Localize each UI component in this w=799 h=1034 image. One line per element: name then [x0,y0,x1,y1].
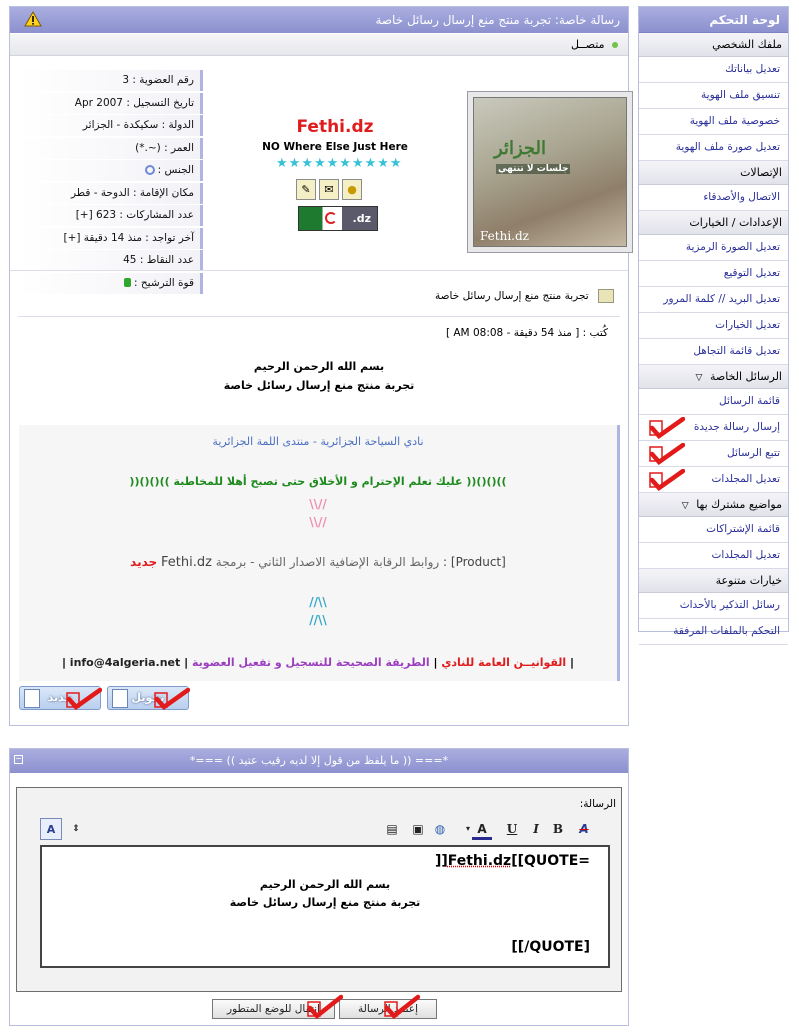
editor-quote-close: [[/QUOTE] [511,939,590,955]
rules-link[interactable]: القوانيــن العامة للنادي [441,656,567,669]
quick-reply-title: *=== (( ما يلفظ من قول إلا لديه رقيب عتيد )) ===* [189,754,449,767]
user-action-icons [296,179,362,200]
star-icon: ★ [276,156,288,171]
sidebar-item-profile-privacy[interactable]: خصوصية ملف الهوية [639,109,788,135]
post-count[interactable]: عدد المشاركات : 623 [+] [18,205,203,226]
male-gender-icon [145,165,155,175]
collapse-icon[interactable]: − [15,754,22,763]
email-icon[interactable]: ✉ [319,179,339,200]
medal-icon[interactable]: ● [342,179,362,200]
member-info [18,70,203,295]
avatar-image [473,97,627,247]
checkmark-icon [307,994,343,1020]
editor-quote-open [42,853,608,869]
sidebar-item-ignore-list[interactable]: تعديل قائمة التجاهل [639,339,788,365]
sidebar-item-edit-subscription-folders[interactable]: تعديل المجلدات [639,543,788,569]
underline-button[interactable]: U [506,822,518,836]
pipe: | [429,656,442,669]
submit-message-button[interactable] [339,999,437,1019]
quick-reply-title-bar [10,749,628,773]
message-icon [598,289,614,303]
pipe: | [61,656,70,669]
reputation [18,273,203,294]
online-dot-icon [612,42,618,48]
country: الدولة : سكيكدة - الجزائر [18,115,203,136]
star-icon: ★ [377,156,389,171]
insert-image-icon[interactable]: ▣ [412,822,424,836]
sidebar-item-signature[interactable]: تعديل التوقيع [639,261,788,287]
reply-button[interactable] [19,686,101,710]
sidebar-item-subscription-list[interactable]: قائمة الإشتراكات [639,517,788,543]
register-link[interactable]: الطريقة الصحيحة للتسجيل و تفعيل العضوية [191,656,430,669]
star-icon: ★ [351,156,364,171]
clear-format-button[interactable]: A [579,822,589,836]
star-icon: ★ [364,156,377,171]
checkmark-icon [649,469,685,491]
message-label: الرسالة: [579,798,616,810]
signature-respect: ))()()(( عليك تعلم الإحترام و الأخلاق حتى تصبح أهلا للمخاطبة ))()()(( [129,475,507,488]
divider [10,270,628,271]
quote-name: Fethi.dz [447,853,512,869]
message-body-line: بسم الله الرحمن الرحيم [253,360,385,373]
collapse-triangle-icon[interactable]: ▽ [681,501,689,511]
message-title: رسالة خاصة: تجربة منتج منع إرسال رسائل خاصة [375,13,620,27]
sidebar-item-options[interactable]: تعديل الخيارات [639,313,788,339]
avatar [467,91,633,253]
star-icon: ★ [326,156,339,171]
font-color-button[interactable]: A [472,818,492,840]
country-flag [298,206,378,231]
message-subject [435,289,614,303]
user-title: NO Where Else Just Here [262,141,408,153]
signature-slashes: \\// [309,497,327,511]
gender [18,160,203,181]
checkmark-icon [66,688,102,710]
star-icon: ★ [389,156,402,171]
checkmark-icon [649,417,685,439]
dropdown-arrow-icon[interactable]: ▾ [465,824,470,833]
sidebar-header-profile: ملفك الشخصي [639,33,788,57]
sidebar-header-misc: خيارات متنوعة [639,569,788,593]
notepad-icon[interactable]: ✎ [296,179,316,200]
sidebar-item-send-new-message-label: إرسال رسالة جديدة [693,421,780,433]
online-status: متصــل [570,38,605,51]
sidebar-item-attachments[interactable]: التحكم بالملفات المرفقة [639,619,788,645]
message-editor[interactable] [40,845,610,968]
control-panel-sidebar [638,6,789,637]
sidebar-header-private-messages[interactable] [639,365,788,389]
member-id: رقم العضوية : 3 [18,70,203,91]
collapse-triangle-icon[interactable]: ▽ [695,373,703,383]
sidebar-item-event-reminders[interactable]: رسائل التذكير بالأحداث [639,593,788,619]
email-link[interactable]: info@4algeria.net [69,656,181,669]
sidebar-item-edit-folders[interactable] [639,467,788,493]
signature-slashes: //\\ [309,613,327,627]
sidebar-item-track-messages-label: تتبع الرسائل [727,447,780,459]
product-new-badge: جديد [130,555,158,569]
avatar-watermark: Fethi.dz [480,229,529,243]
sidebar-item-edit-folders-label: تعديل المجلدات [711,473,780,485]
product-text: روابط الرقابة الإضافية الاصدار الثاني - برمجة [211,555,444,569]
username[interactable]: Fethi.dz [296,117,374,137]
star-icon: ★ [339,156,351,171]
sidebar-item-email-password[interactable]: تعديل البريد // كلمة المرور [639,287,788,313]
editor-line: تجربة منتج منع إرسال رسائل خاصة [229,896,421,909]
sidebar-header-subscriptions[interactable] [639,493,788,517]
forward-button[interactable] [107,686,189,710]
star-icon: ★ [313,156,326,171]
checkmark-icon [154,688,190,710]
rating-stars [276,156,402,171]
quote-open-suffix: ]] [434,853,448,869]
reputation-label: قوة الترشيح : [134,276,194,289]
sidebar-item-send-new-message[interactable] [639,415,788,441]
avatar-brand: الجزائر [494,138,546,159]
product-author: Fethi.dz [161,555,212,570]
document-icon [112,689,128,708]
product-prefix: [Product] : [443,555,506,569]
age: العمر : (~.*) [18,138,203,159]
sidebar-item-track-messages[interactable] [639,441,788,467]
last-seen[interactable]: آخر تواجد : منذ 14 دقيقة [+] [18,228,203,249]
points: عدد النقاط : 45 [18,250,203,271]
warning-icon[interactable] [24,11,42,27]
bold-button[interactable]: B [552,822,564,836]
star-icon: ★ [301,156,313,171]
signature-slashes: //\\ [309,595,327,609]
sidebar-title: لوحة التحكم [639,7,788,33]
reputation-icon [124,278,131,287]
sidebar-item-edit-profile[interactable]: تعديل بياناتك [639,57,788,83]
posted-time: كُتب : [ منذ 54 دقيقة - 08:08 AM ] [445,327,608,339]
message-body-line: تجربة منتج منع إرسال رسائل خاصة [223,379,415,392]
sidebar-header-contacts: الإتصالات [639,161,788,185]
residence: مكان الإقامة : الدوحة - قطر [18,183,203,204]
star-icon: ★ [288,156,301,171]
switch-editor-mode-icon[interactable]: A [40,818,62,840]
sidebar-item-format-profile[interactable]: تنسيق ملف الهوية [639,83,788,109]
join-date: تاريخ التسجيل : Apr 2007 [18,93,203,114]
signature-slashes: \\// [309,515,327,529]
signature-product[interactable] [19,555,617,570]
submit-label: إعتمد الرسالة [357,1003,418,1015]
sidebar-item-message-list[interactable]: قائمة الرسائل [639,389,788,415]
pipe: | [180,656,192,669]
editor-toolbar [28,818,610,844]
sidebar-header-settings: الإعدادات / الخيارات [639,211,788,235]
advanced-label: انتقال للوضع المتطور [227,1003,320,1015]
sidebar-item-avatar[interactable]: تعديل الصورة الرمزية [639,235,788,261]
sidebar-item-profile-picture[interactable]: تعديل صورة ملف الهوية [639,135,788,161]
document-icon [24,689,40,708]
signature-title[interactable]: نادي السياحة الجزائرية - منتدى اللمة الجزائرية [212,435,424,448]
online-status-bar [10,34,628,56]
reply-label: جديد [47,691,73,704]
crescent-icon [325,212,337,224]
editor-line: بسم الله الرحمن الرحيم [259,878,391,891]
private-message-panel [9,6,629,726]
sidebar-header-subscriptions-label: مواضيع مشترك بها [696,498,782,511]
sidebar-header-private-messages-label: الرسائل الخاصة [709,370,782,383]
italic-button[interactable]: I [533,822,539,836]
resize-arrows-icon[interactable]: ⇕ [72,824,80,834]
avatar-subtitle: جلسات لا تنتهي [498,164,569,174]
message-title-bar [10,7,628,33]
signature [19,425,620,681]
quote-open-prefix: [[QUOTE= [511,853,590,869]
insert-link-icon[interactable]: ◍ [434,822,446,836]
divider [18,316,620,317]
checkmark-icon [649,443,685,465]
pipe: | [566,656,575,669]
forward-label: تحويل [131,691,165,704]
remove-format-icon[interactable]: ▤ [386,822,398,836]
checkmark-icon [384,994,420,1020]
sidebar-item-contacts-friends[interactable]: الاتصال والأصدقاء [639,185,788,211]
flag-label: .dz [352,212,371,225]
message-subject-text: تجربة منتج منع إرسال رسائل خاصة [435,290,589,302]
gender-label: الجنس : [157,164,194,176]
signature-links [19,656,617,669]
advanced-mode-button[interactable] [212,999,335,1019]
